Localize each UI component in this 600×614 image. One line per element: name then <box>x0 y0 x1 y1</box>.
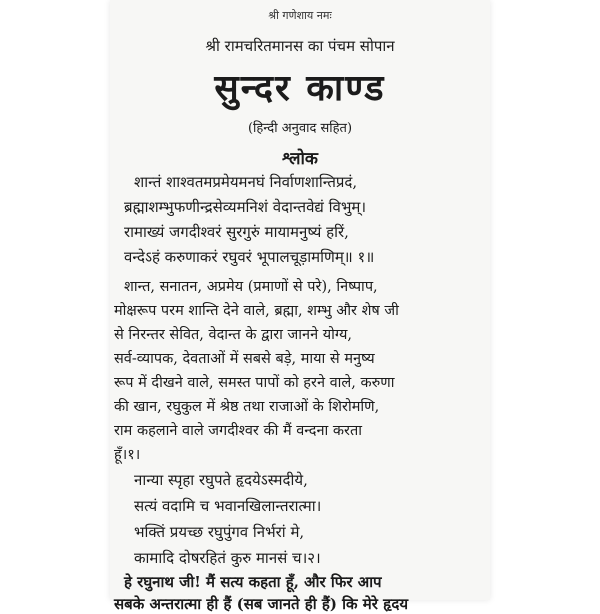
translation1-line: सर्व-व्यापक, देवताओं में सबसे बड़े, माया से मनुष्य <box>114 351 375 367</box>
shloka1-line: वन्देऽहं करुणाकरं रघुवरं भूपालचूड़ामणिम्॥ १॥ <box>124 248 375 266</box>
translation1-line: मोक्षरूप परम शान्ति देने वाले, ब्रह्मा, शम्भु और शेष जी <box>114 303 399 319</box>
translation2-line: सबके अन्तरात्मा ही हैं (सब जानते ही हैं) कि मेरे हृदय <box>114 595 409 613</box>
translation1-line: रूप में दीखने वाले, समस्त पापों को हरने वाले, करुणा <box>114 375 395 391</box>
translation1-line: की खान, रघुकुल में श्रेष्ठ तथा राजाओं के शिरोमणि, <box>114 399 380 415</box>
translation2-line: हे रघुनाथ जी! मैं सत्य कहता हूँ, और फिर आप <box>124 573 382 591</box>
shloka2-line: कामादि दोषरहितं कुरु मानसं च।२। <box>134 549 321 567</box>
shloka2-line: सत्यं वदामि च भवानखिलान्तरात्मा। <box>134 497 322 515</box>
translation1-line: राम कहलाने वाले जगदीश्वर की मैं वन्दना करता <box>114 423 362 439</box>
page-title: सुन्दर काण्ड <box>214 67 386 109</box>
page-subtitle: (हिन्दी अनुवाद सहित) <box>247 121 353 136</box>
shloka2-line: भक्तिं प्रयच्छ रघुपुंगव निर्भरां मे, <box>134 523 305 541</box>
book-page <box>110 0 490 613</box>
translation1-line: शान्त, सनातन, अप्रमेय (प्रमाणों से परे), निष्पाप, <box>124 279 378 295</box>
top-note: श्री गणेशाय नमः <box>268 9 332 22</box>
shloka1-line: ब्रह्माशम्भुफणीन्द्रसेव्यमनिशं वेदान्तवेद्यं विभुम्। <box>124 198 367 216</box>
book-header: श्री रामचरितमानस का पंचम सोपान <box>205 37 395 55</box>
shloka1-line: शान्तं शाश्वतमप्रमेयमनघं निर्वाणशान्तिप्रदं, <box>134 173 358 191</box>
translation1-line: से निरन्तर सेवित, वेदान्त के द्वारा जानने योग्य, <box>114 327 352 343</box>
shloka1-line: रामाख्यं जगदीश्वरं सुरगुरुं मायामनुष्यं हरिं, <box>124 223 349 241</box>
translation1-line: हूँ।१। <box>114 447 141 463</box>
shloka2-line: नान्या स्पृहा रघुपते हृदयेऽस्मदीये, <box>134 471 308 489</box>
section-heading: श्लोक <box>282 149 318 169</box>
